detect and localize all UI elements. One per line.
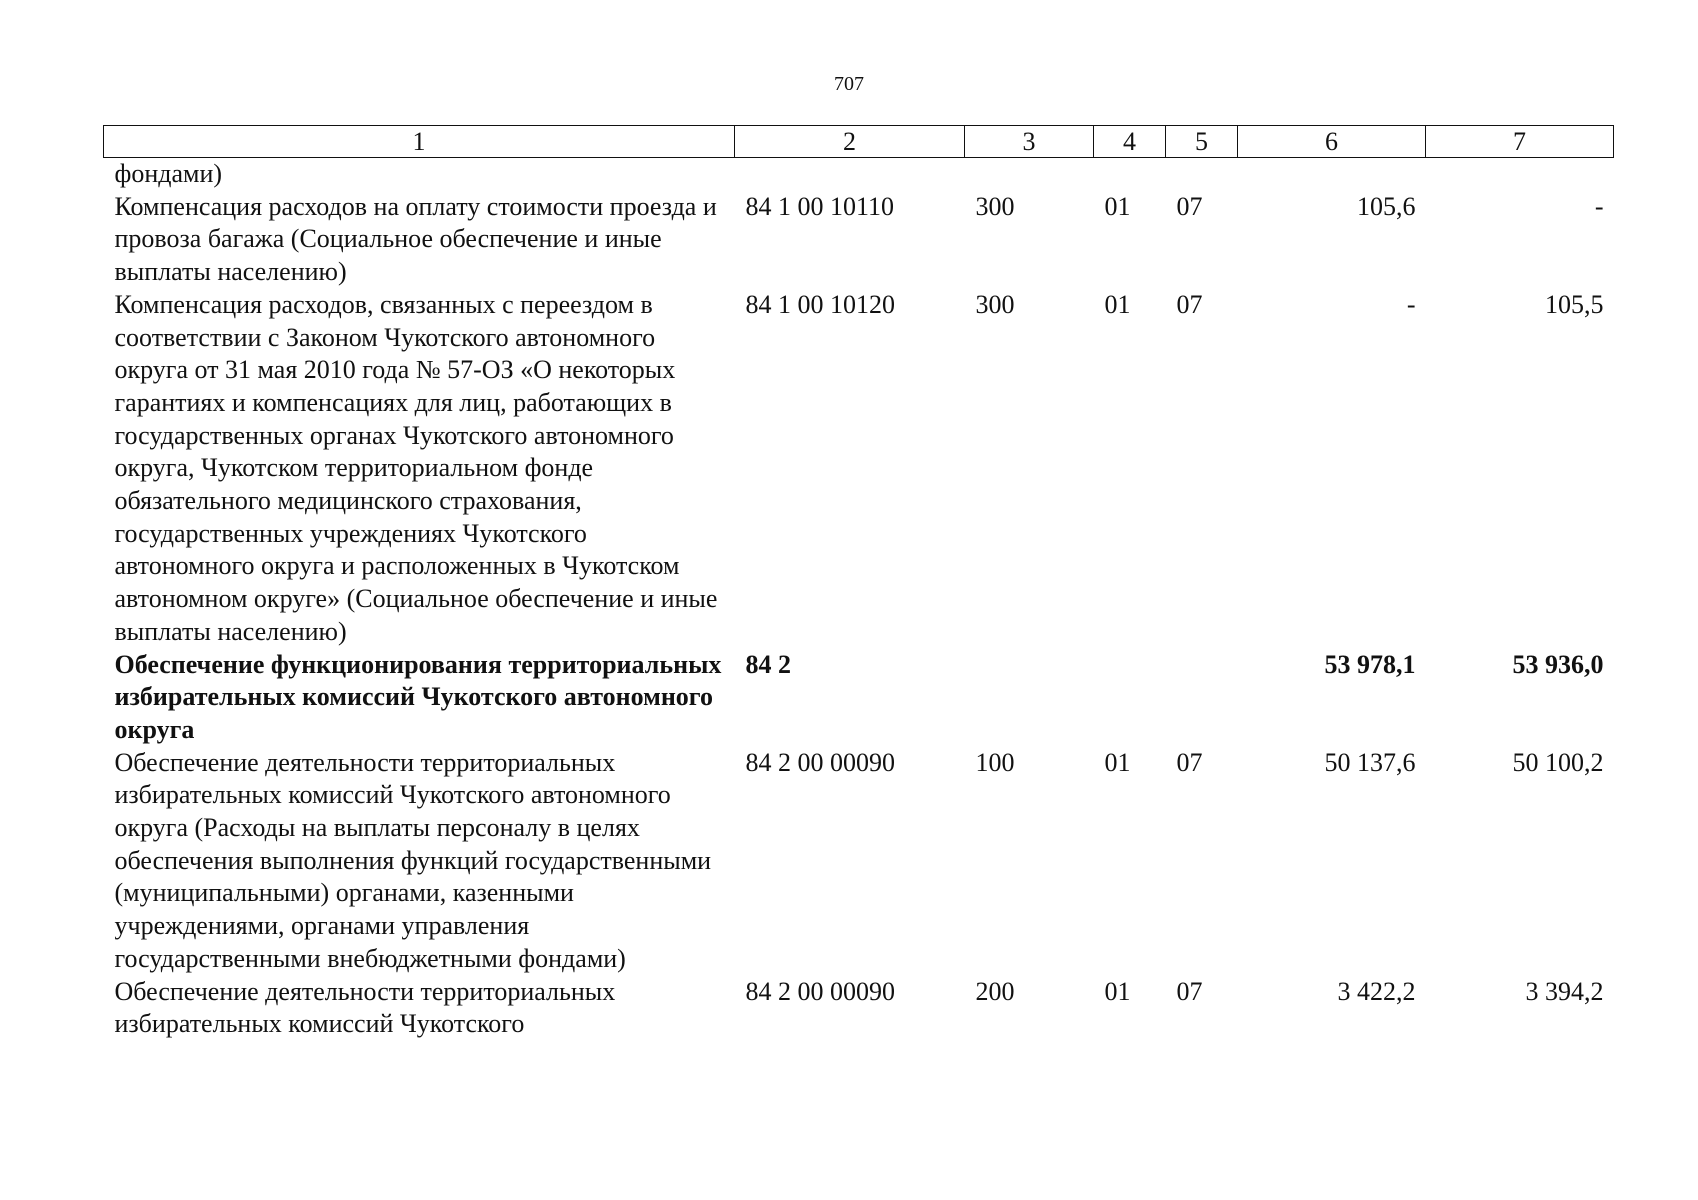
expense-type: 200 xyxy=(975,976,1015,1006)
column-header: 3 xyxy=(965,126,1094,158)
amount-col7: 105,5 xyxy=(1545,289,1604,319)
amount-col6: 50 137,6 xyxy=(1324,747,1416,777)
table-row-section-total xyxy=(104,649,1614,747)
amount-col7: - xyxy=(1594,191,1604,221)
section: 01 xyxy=(1104,191,1131,221)
column-header: 7 xyxy=(1426,126,1614,158)
section: 01 xyxy=(1104,976,1131,1006)
item-name: Обеспечение деятельности территориальных избирательных комиссий Чукотского автономного округа (Расходы на выплаты персоналу в целях обеспечения выполнения функций государственными (муниципальными) органами, казенными учреждениями, органами управления государственными внебюджетными фондами) xyxy=(114,747,712,973)
table-row xyxy=(104,976,1614,1041)
column-number-row xyxy=(104,126,1614,158)
subsection: 07 xyxy=(1176,289,1203,319)
expense-type: 300 xyxy=(975,191,1015,221)
section xyxy=(1094,649,1166,747)
target-code: 84 2 00 00090 xyxy=(745,976,895,1006)
target-code: 84 1 00 10120 xyxy=(745,289,895,319)
table-row xyxy=(104,158,1614,191)
amount-col7 xyxy=(1426,158,1614,191)
amount-col6: - xyxy=(1406,289,1416,319)
section xyxy=(1094,158,1166,191)
item-name: Обеспечение функционирования территориальных избирательных комиссий Чукотского автономного округа xyxy=(114,649,722,744)
item-name: Обеспечение деятельности территориальных избирательных комиссий Чукотского xyxy=(114,976,616,1039)
target-code: 84 1 00 10110 xyxy=(745,191,895,221)
target-code xyxy=(735,158,965,191)
amount-col6 xyxy=(1238,158,1426,191)
section: 01 xyxy=(1104,747,1131,777)
amount-col6: 53 978,1 xyxy=(1324,649,1416,679)
expense-type xyxy=(965,649,1094,747)
subsection xyxy=(1166,649,1238,747)
column-header: 5 xyxy=(1166,126,1238,158)
subsection: 07 xyxy=(1176,976,1203,1006)
column-header: 6 xyxy=(1238,126,1426,158)
amount-col7: 50 100,2 xyxy=(1512,747,1604,777)
section: 01 xyxy=(1104,289,1131,319)
column-header: 4 xyxy=(1094,126,1166,158)
expense-type xyxy=(965,158,1094,191)
table-row xyxy=(104,747,1614,976)
target-code: 84 2 xyxy=(745,649,791,679)
item-name: фондами) xyxy=(114,159,223,188)
item-name: Компенсация расходов, связанных с переездом в соответствии с Законом Чукотского автономного округа от 31 мая 2010 года № 57-ОЗ «О некоторых гарантиях и компенсациях для лиц, работающих в государственных органах Чукотского автономного округа, Чукотском территориальном фонде обязательного медицинского страхования, государственных учреждениях Чукотского автономного округа и расположенных в Чукотском автономном округе» (Социальное обеспечение и иные выплаты населению) xyxy=(114,289,718,646)
target-code: 84 2 00 00090 xyxy=(745,747,895,777)
expense-type: 100 xyxy=(975,747,1015,777)
item-name: Компенсация расходов на оплату стоимости проезда и провоза багажа (Социальное обеспечение и иные выплаты населению) xyxy=(114,191,717,287)
subsection xyxy=(1166,158,1238,191)
expense-type: 300 xyxy=(975,289,1015,319)
amount-col6: 105,6 xyxy=(1357,191,1416,221)
column-header: 1 xyxy=(104,126,735,158)
amount-col6: 3 422,2 xyxy=(1337,976,1416,1006)
budget-table xyxy=(103,125,1614,1041)
page-number: 707 xyxy=(834,73,864,95)
subsection: 07 xyxy=(1176,191,1203,221)
subsection: 07 xyxy=(1176,747,1203,777)
amount-col7: 3 394,2 xyxy=(1525,976,1604,1006)
amount-col7: 53 936,0 xyxy=(1512,649,1604,679)
table-row xyxy=(104,191,1614,289)
column-header: 2 xyxy=(735,126,965,158)
table-row xyxy=(104,289,1614,649)
